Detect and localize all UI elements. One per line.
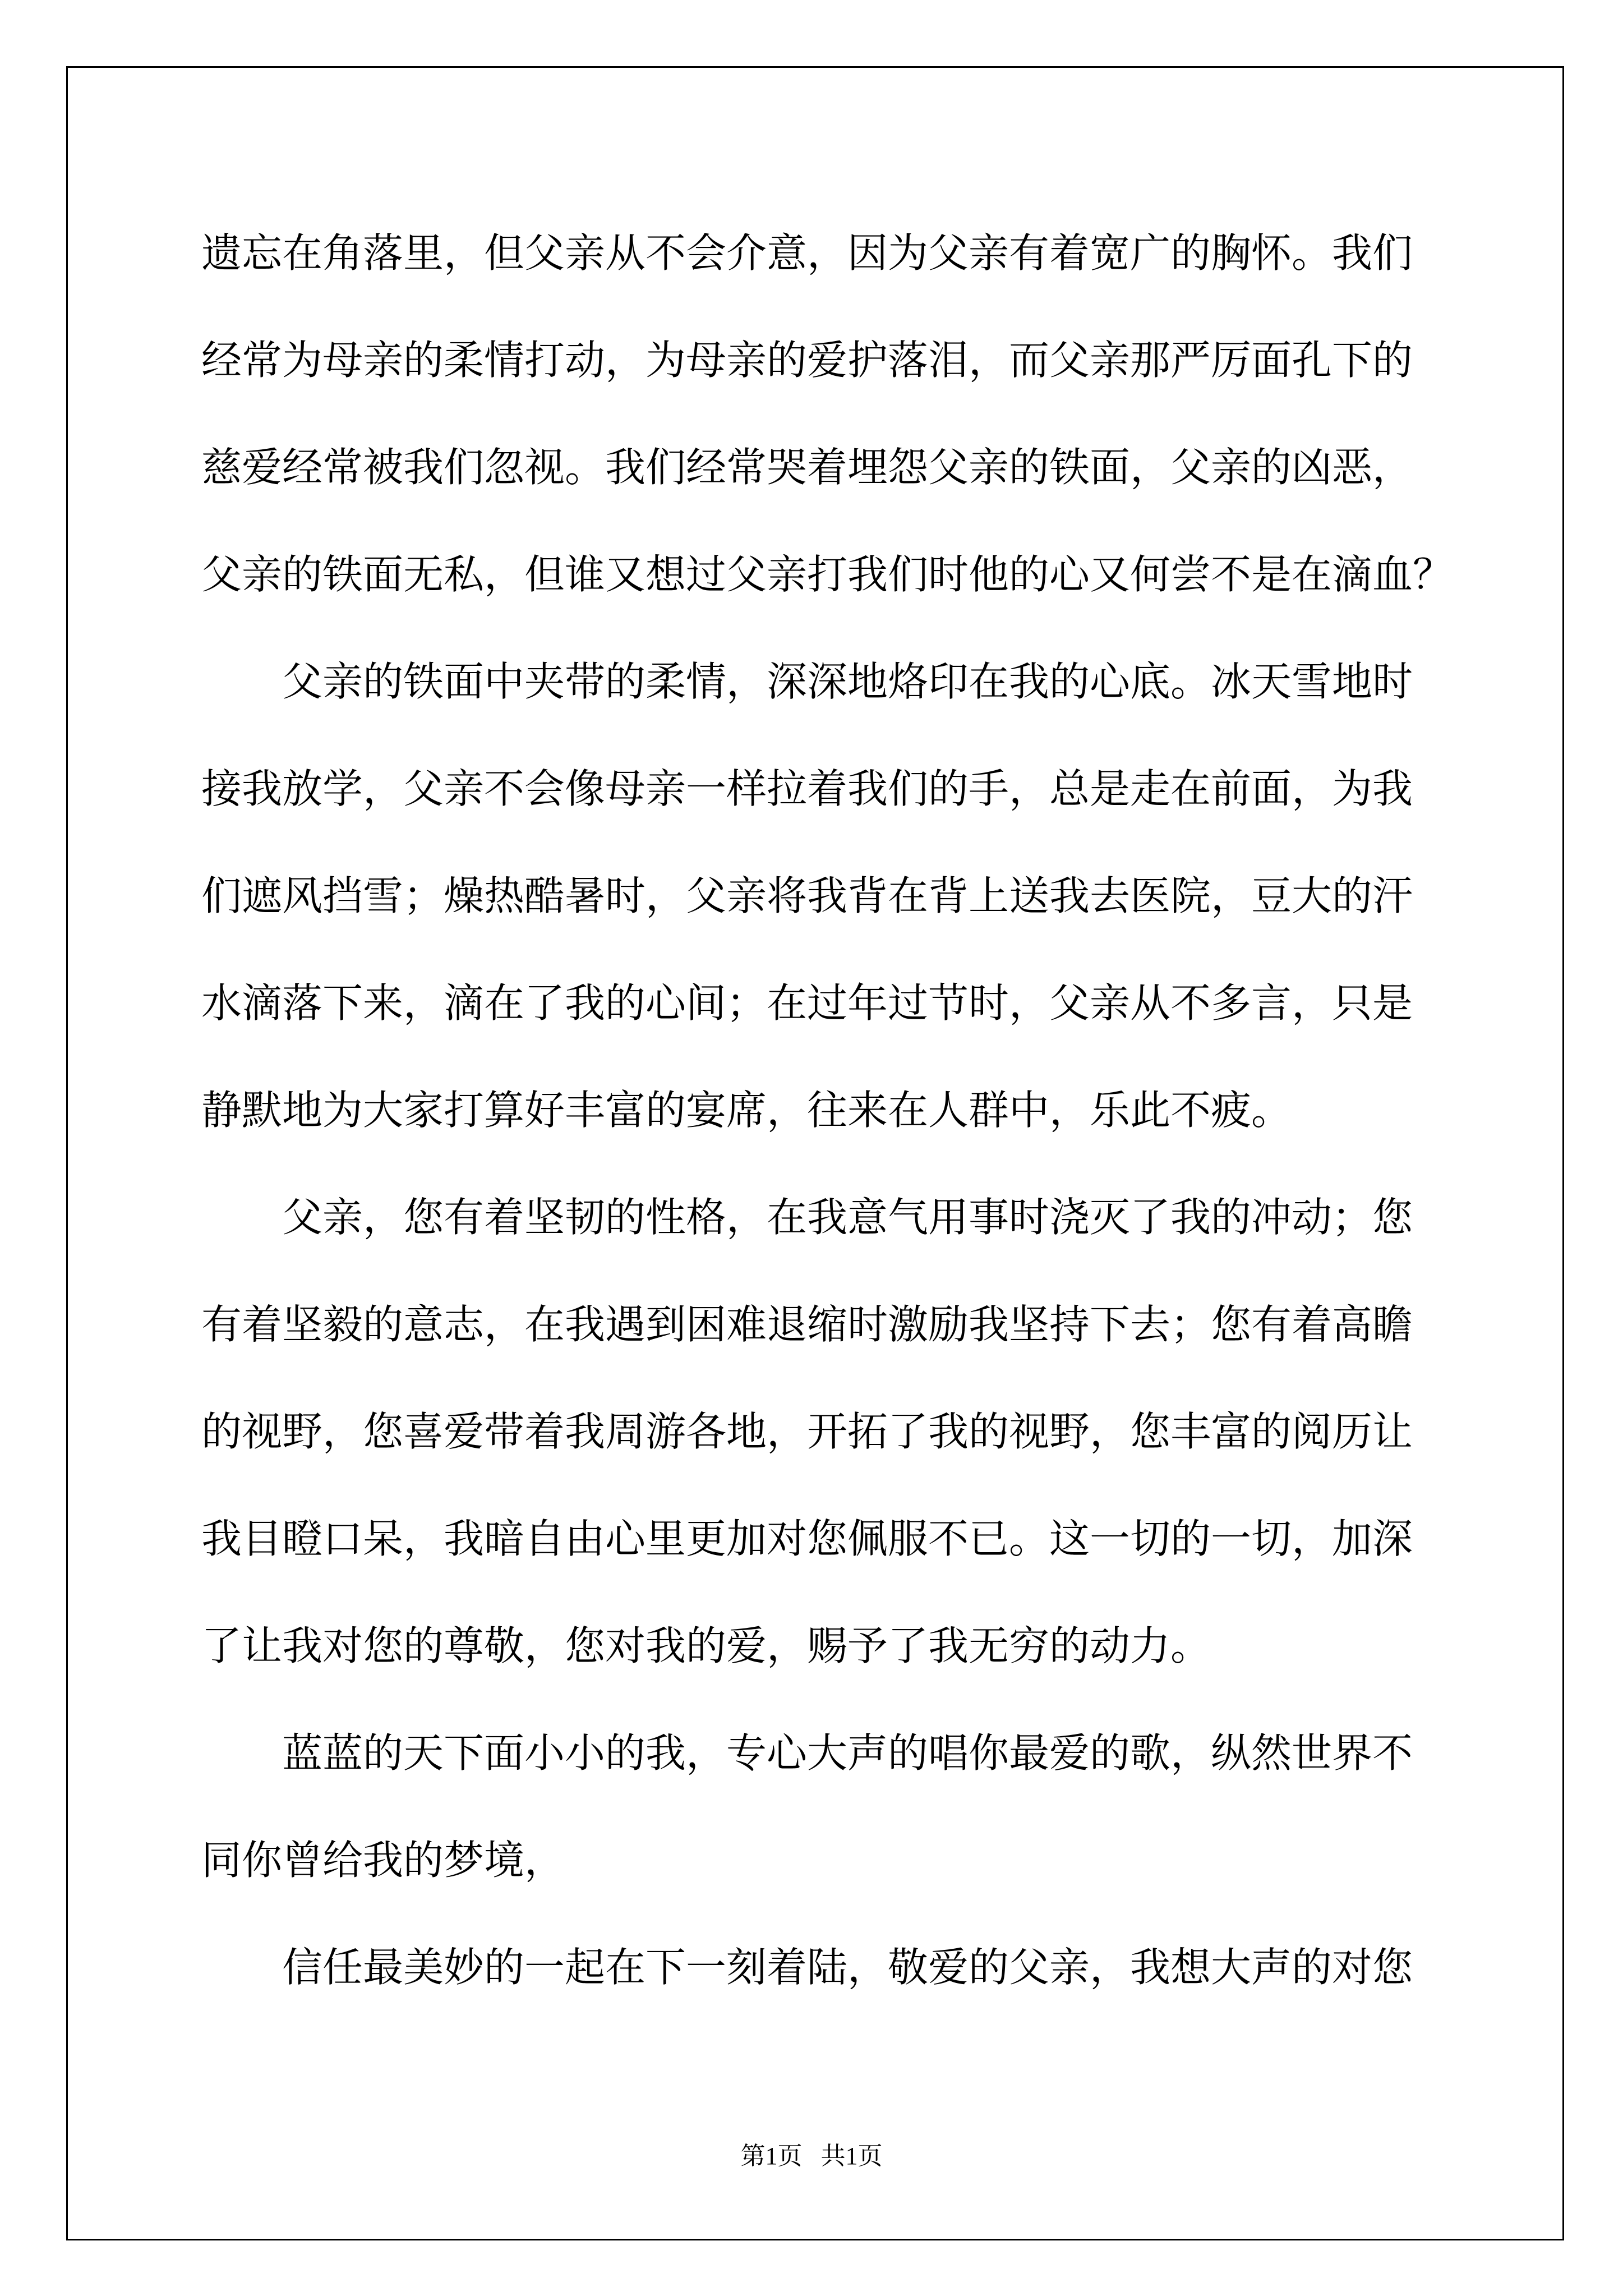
text-line: 有着坚毅的意志，在我遇到困难退缩时激励我坚持下去；您有着高瞻 — [201, 1301, 1413, 1348]
paragraph-4 — [201, 1700, 1525, 1914]
text-line: 父亲，您有着坚韧的性格，在我意气用事时浇灭了我的冲动；您 — [282, 1194, 1413, 1241]
paragraph-3 — [201, 1164, 1525, 1700]
text-line: 蓝蓝的天下面小小的我，专心大声的唱你最爱的歌，纵然世界不 — [282, 1729, 1413, 1777]
text-line: 遗忘在角落里，但父亲从不会介意，因为父亲有着宽广的胸怀。我们 — [201, 229, 1413, 277]
text-line: 静默地为大家打算好丰富的宴席，往来在人群中，乐此不疲。 — [201, 1087, 1292, 1134]
text-line: 同你曾给我的梦境， — [201, 1837, 565, 1884]
text-line: 们遮风挡雪；燥热酷暑时，父亲将我背在背上送我去医院，豆大的汗 — [201, 872, 1413, 919]
paragraph-2 — [201, 628, 1525, 1164]
text-line: 信任最美妙的一起在下一刻着陆，敬爱的父亲，我想大声的对您 — [282, 1944, 1413, 1991]
document-body — [201, 200, 1525, 2021]
paragraph-1 — [201, 200, 1525, 628]
paragraph-5 — [201, 1914, 1525, 2021]
text-line: 经常为母亲的柔情打动，为母亲的爱护落泪，而父亲那严厉面孔下的 — [201, 337, 1413, 384]
text-line: 父亲的铁面无私，但谁又想过父亲打我们时他的心又何尝不是在滴血？ — [201, 551, 1454, 598]
text-line: 我目瞪口呆，我暗自由心里更加对您佩服不已。这一切的一切，加深 — [201, 1515, 1413, 1562]
text-line: 接我放学，父亲不会像母亲一样拉着我们的手，总是走在前面，为我 — [201, 765, 1413, 812]
text-line: 的视野，您喜爱带着我周游各地，开拓了我的视野，您丰富的阅历让 — [201, 1408, 1413, 1455]
page-number-footer: 第1页 共1页 — [740, 2142, 883, 2170]
text-line: 慈爱经常被我们忽视。我们经常哭着埋怨父亲的铁面，父亲的凶恶， — [201, 444, 1413, 491]
text-line: 了让我对您的尊敬，您对我的爱，赐予了我无穷的动力。 — [201, 1622, 1211, 1669]
text-line: 水滴落下来，滴在了我的心间；在过年过节时，父亲从不多言，只是 — [201, 979, 1413, 1027]
text-line: 父亲的铁面中夹带的柔情，深深地烙印在我的心底。冰天雪地时 — [282, 658, 1413, 705]
